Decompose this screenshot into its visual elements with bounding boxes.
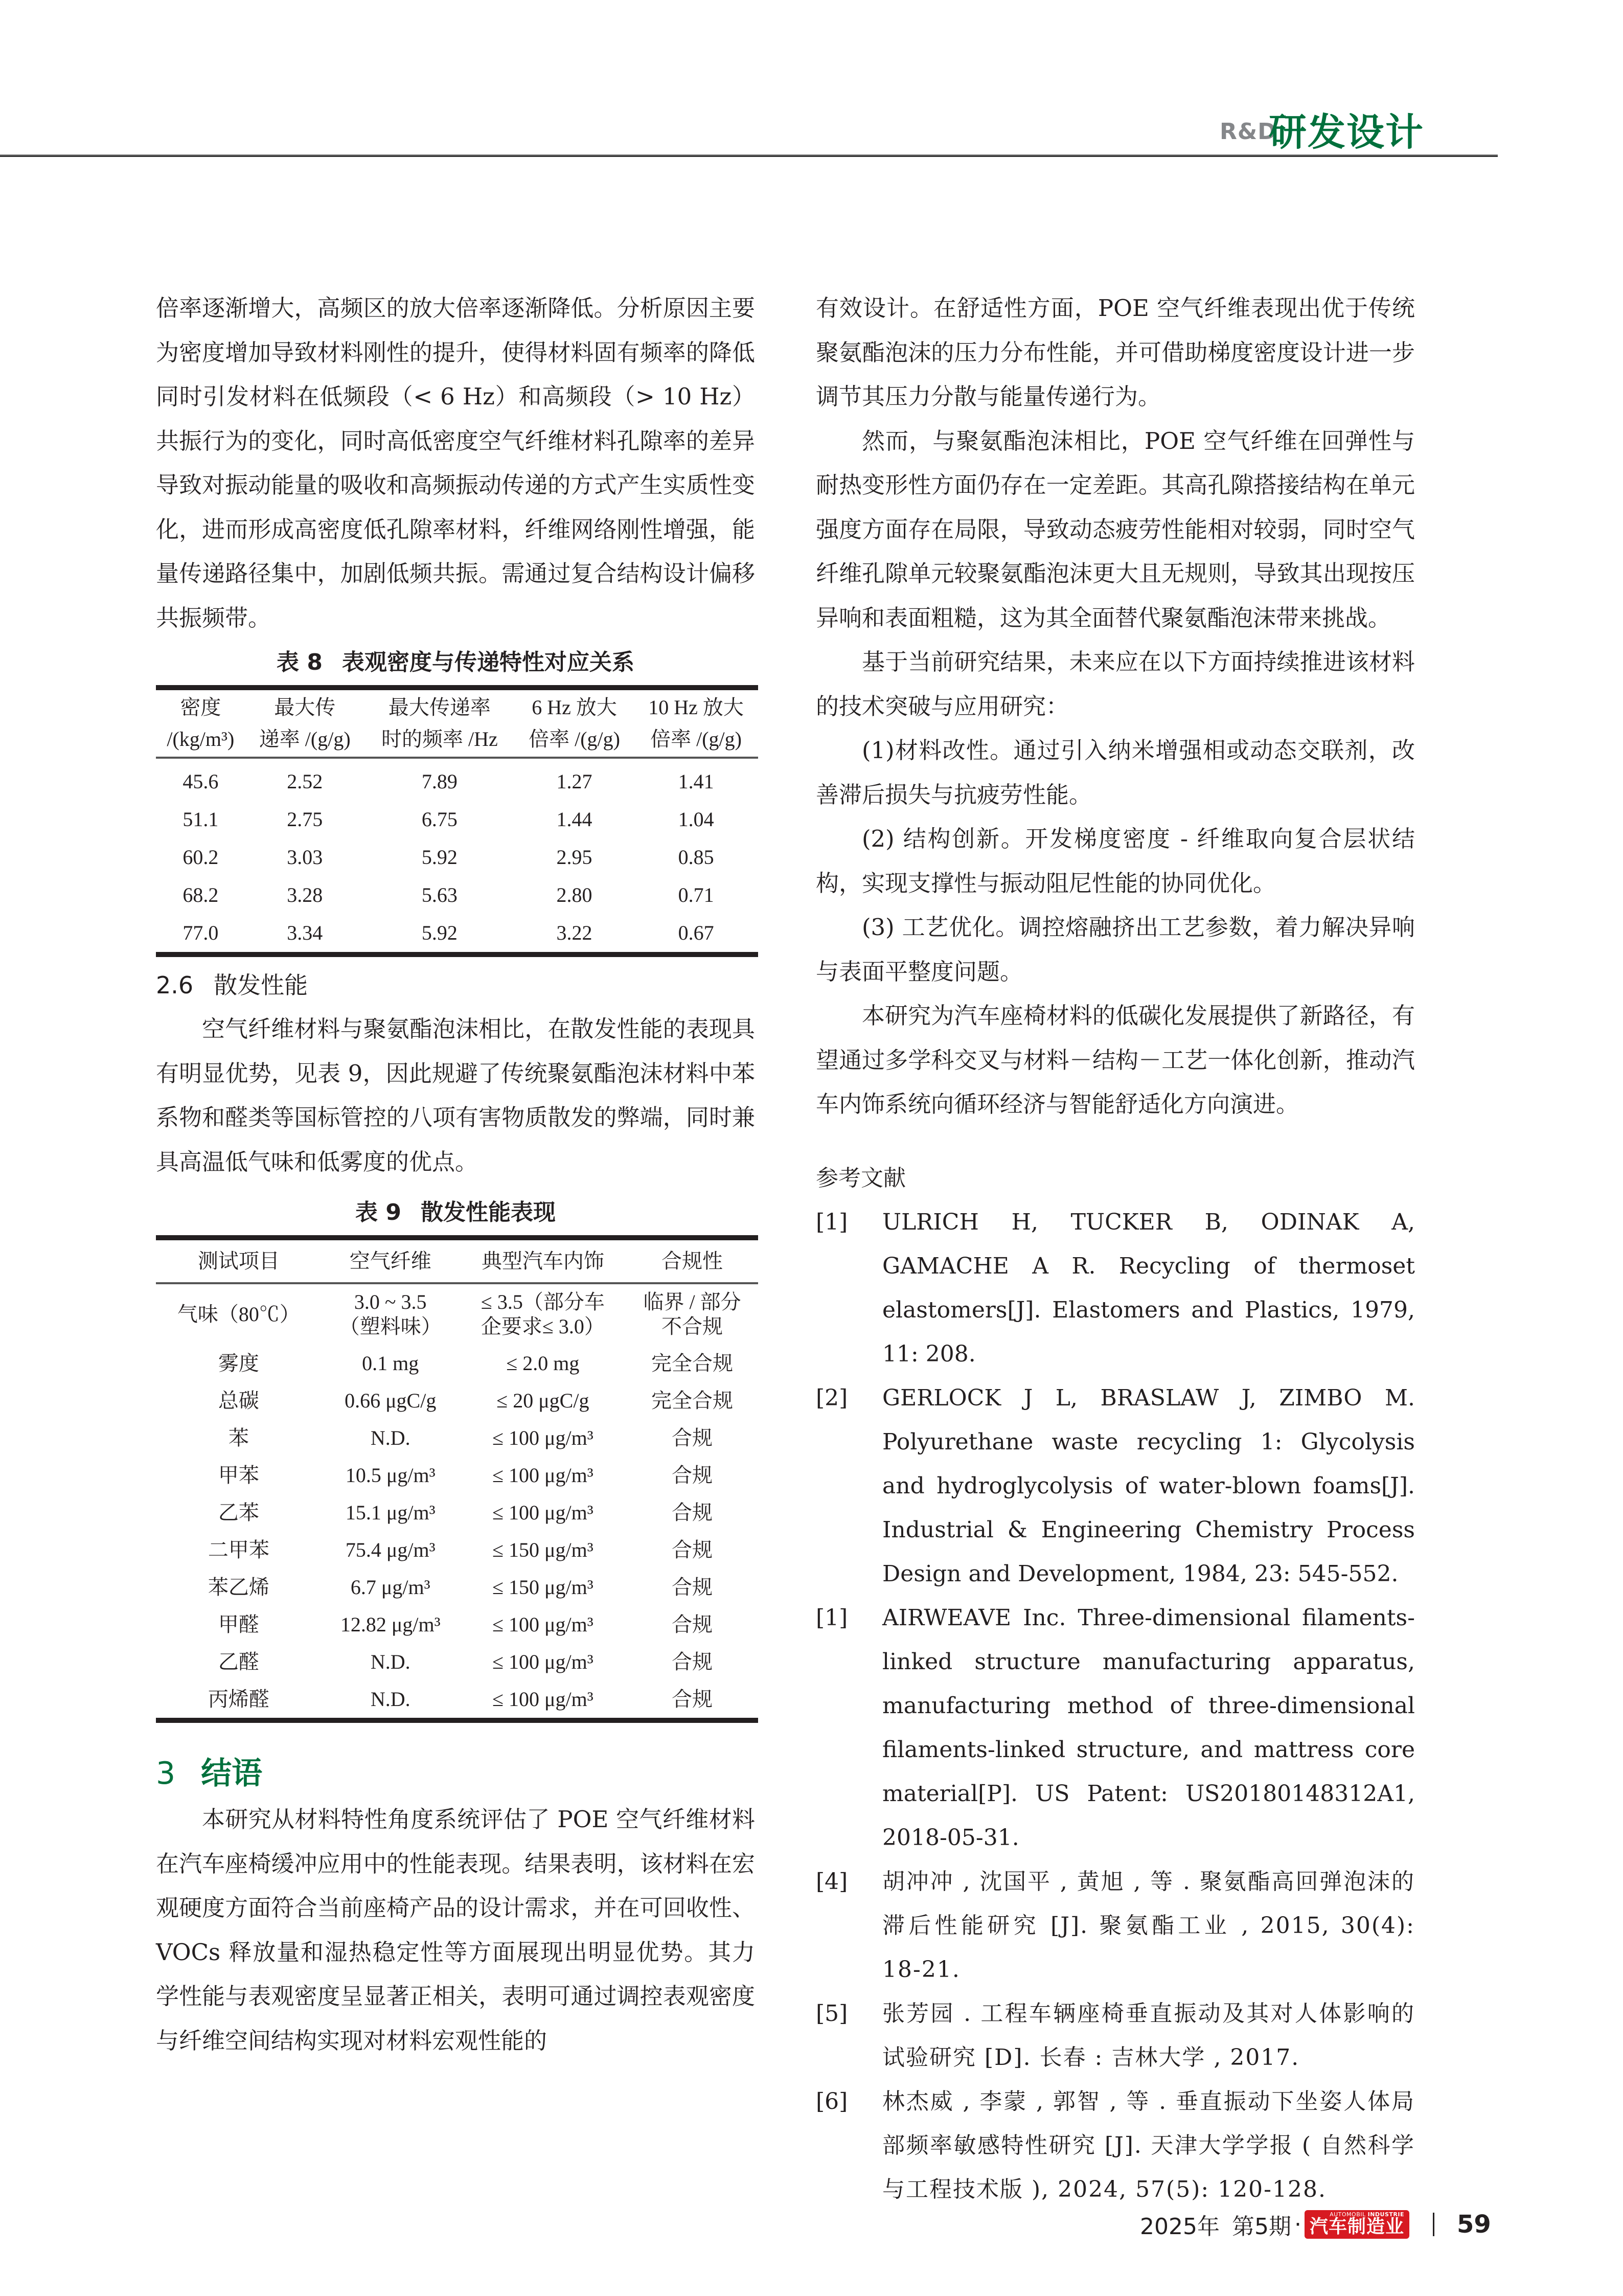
reference-text: ULRICH H, TUCKER B, ODINAK A, GAMACHE A R. Recycling of thermoset elastomers[J]. Elastomers and Plastics, 1979, 11: 208. bbox=[882, 1209, 1415, 1367]
footer-issue: 第5期 bbox=[1231, 2214, 1291, 2240]
table9-cell: ≤ 100 μg/m³ bbox=[492, 1650, 593, 1673]
table8-col-density: 密度 /(kg/m³) bbox=[156, 688, 245, 758]
table9-cell: N.D. bbox=[370, 1426, 410, 1449]
table9-cell: 丙烯醛 bbox=[156, 1680, 322, 1720]
table9-col-compliance: 合规性 bbox=[626, 1238, 758, 1283]
table8-cell: 1.41 bbox=[678, 770, 714, 793]
body-paragraph: 基于当前研究结果，未来应在以下方面持续推进该材料的技术突破与应用研究： bbox=[816, 648, 1415, 720]
table8-cell: 0.71 bbox=[678, 883, 714, 906]
section-2-6-heading: 2.6 散发性能 bbox=[156, 971, 308, 999]
table9-cell: 合规 bbox=[626, 1680, 758, 1720]
table9-cell: ≤ 100 μg/m³ bbox=[492, 1612, 593, 1636]
footer-separator: · bbox=[1294, 2211, 1301, 2238]
table8-header-row bbox=[156, 688, 758, 758]
table8-cell: 3.34 bbox=[245, 914, 364, 954]
table8-cell: 1.04 bbox=[678, 808, 714, 831]
reference-text: 胡冲冲 , 沈国平 , 黄旭 , 等 . 聚氨酯高回弹泡沫的滞后性能研究 [J]. 聚氨酯工业 , 2015, 30(4): 18-21. bbox=[882, 1868, 1415, 1983]
reference-number: [4] bbox=[816, 1868, 848, 1895]
table8-cell: 3.03 bbox=[287, 846, 323, 869]
references-title: 参考文献 bbox=[816, 1165, 906, 1191]
magazine-logo bbox=[1305, 2210, 1409, 2239]
reference-number: [1] bbox=[816, 1209, 848, 1235]
table9-cell: ≤ 100 μg/m³ bbox=[492, 1501, 593, 1524]
reference-text: 林杰威 , 李蒙 , 郭智 , 等 . 垂直振动下坐姿人体局部频率敏感特性研究 [J]. 天津大学学报 ( 自然科学与工程技术版 ), 2024, 57(5): 120-128. bbox=[882, 2088, 1415, 2202]
left-column bbox=[156, 286, 755, 2063]
reference-number: [6] bbox=[816, 2088, 848, 2115]
section-code: R&D bbox=[1220, 119, 1277, 145]
table8-cell: 5.63 bbox=[421, 883, 458, 906]
table9-cell: 0.1 mg bbox=[362, 1351, 419, 1375]
table9-row bbox=[156, 1419, 758, 1457]
table9-cell: 6.7 μg/m³ bbox=[350, 1575, 430, 1599]
body-paragraph: 本研究为汽车座椅材料的低碳化发展提供了新路径，有望通过多学科交叉与材料－结构－工艺一体化创新，推动汽车内饰系统向循环经济与智能舒适化方向演进。 bbox=[816, 1002, 1415, 1118]
table9-row bbox=[156, 1345, 758, 1382]
table8-cell: 68.2 bbox=[182, 883, 219, 906]
table8-col-max-transmissibility: 最大传 递率 /(g/g) bbox=[245, 688, 364, 758]
table8-row bbox=[156, 876, 758, 914]
references-list bbox=[816, 1200, 1415, 2212]
table9-col-air-fiber: 空气纤维 bbox=[322, 1238, 460, 1283]
table9-cell: 临界 / 部分 不合规 bbox=[643, 1290, 741, 1338]
table9-body bbox=[156, 1283, 758, 1720]
page-number: 59 bbox=[1457, 2210, 1491, 2239]
table8-cell: 5.92 bbox=[421, 846, 458, 869]
table9-cell: 合规 bbox=[672, 1463, 713, 1487]
table9-cell: 合规 bbox=[672, 1501, 713, 1524]
table8-cell: 77.0 bbox=[156, 914, 245, 954]
table8-cell: 1.27 bbox=[556, 770, 592, 793]
table8-cell: 1.44 bbox=[556, 808, 592, 831]
reference-item bbox=[816, 1376, 1415, 1596]
right-column bbox=[816, 286, 1415, 2212]
table8-cell: 6.75 bbox=[421, 808, 458, 831]
magazine-logo-en: AUTOMOBIL INDUSTRIE bbox=[1330, 2211, 1404, 2218]
table8-cell: 2.52 bbox=[287, 770, 323, 793]
table9-caption bbox=[156, 1201, 755, 1224]
body-paragraph: 有效设计。在舒适性方面，POE 空气纤维表现出优于传统聚氨酯泡沫的压力分布性能，并可借助梯度密度设计进一步调节其压力分散与能量传递行为。 bbox=[816, 294, 1415, 410]
table9-row bbox=[156, 1643, 758, 1680]
section-3-paragraph: 本研究从材料特性角度系统评估了 POE 空气纤维材料在汽车座椅缓冲应用中的性能表现。结果表明，该材料在宏观硬度方面符合当前座椅产品的设计需求，并在可回收性、VOCs 释放量和湿热稳定性等方面展现出明显优势。其力学性能与表观密度呈显著正相关，表明可通过调控表观密度与纤维空间结构实现对材料宏观性能的 bbox=[156, 1806, 755, 2054]
header-divider bbox=[0, 154, 1498, 157]
table9-col-typical: 典型汽车内饰 bbox=[460, 1238, 626, 1283]
table9-cell: ≤ 100 μg/m³ bbox=[492, 1426, 593, 1449]
reference-number: [1] bbox=[816, 1604, 848, 1631]
table9-cell: ≤ 150 μg/m³ bbox=[492, 1575, 593, 1599]
section-3-heading: 3 结语 bbox=[156, 1756, 263, 1791]
reference-item bbox=[816, 1860, 1415, 1992]
table9-row bbox=[156, 1606, 758, 1643]
table9-cell: 合规 bbox=[672, 1612, 713, 1636]
footer-divider bbox=[1433, 2213, 1434, 2236]
table9-header-row bbox=[156, 1238, 758, 1283]
table9-row bbox=[156, 1457, 758, 1494]
reference-item bbox=[816, 1992, 1415, 2080]
body-paragraph: (2) 结构创新。开发梯度密度 - 纤维取向复合层状结构，实现支撑性与振动阻尼性能的协同优化。 bbox=[816, 825, 1415, 897]
table9-cell: 0.66 μgC/g bbox=[345, 1389, 437, 1412]
table9-cell: 苯乙烯 bbox=[208, 1575, 269, 1599]
magazine-logo-zh: 汽车制造业 bbox=[1309, 2216, 1404, 2237]
table8-caption bbox=[156, 651, 755, 674]
table8 bbox=[156, 685, 758, 957]
table9-cell: 雾度 bbox=[218, 1351, 259, 1375]
table9-row bbox=[156, 1531, 758, 1568]
table8-cell: 3.22 bbox=[515, 914, 634, 954]
reference-item bbox=[816, 1200, 1415, 1376]
table9-cell: 完全合规 bbox=[651, 1389, 734, 1412]
table9 bbox=[156, 1235, 758, 1723]
table9-number: 表 9 bbox=[355, 1199, 401, 1225]
table9-cell: 合规 bbox=[672, 1538, 713, 1561]
reference-text: 张芳园 . 工程车辆座椅垂直振动及其对人体影响的试验研究 [D]. 长春 : 吉林大学 , 2017. bbox=[882, 2000, 1415, 2071]
table9-cell: 10.5 μg/m³ bbox=[345, 1463, 436, 1487]
table9-col-item: 测试项目 bbox=[156, 1238, 322, 1283]
table9-cell: 总碳 bbox=[218, 1389, 259, 1412]
table8-col-6hz-gain: 6 Hz 放大 倍率 /(g/g) bbox=[515, 688, 634, 758]
table8-cell: 2.80 bbox=[556, 883, 592, 906]
table9-cell: 乙醛 bbox=[218, 1650, 259, 1673]
table8-row bbox=[156, 914, 758, 954]
table9-row bbox=[156, 1680, 758, 1720]
table9-cell: 15.1 μg/m³ bbox=[345, 1501, 436, 1524]
table8-col-peak-frequency: 最大传递率 时的频率 /Hz bbox=[364, 688, 515, 758]
table8-cell: 51.1 bbox=[182, 808, 219, 831]
reference-number: [5] bbox=[816, 2000, 848, 2027]
table8-title: 表观密度与传递特性对应关系 bbox=[341, 649, 634, 675]
intro-paragraph: 倍率逐渐增大，高频区的放大倍率逐渐降低。分析原因主要为密度增加导致材料刚性的提升，使得材料固有频率的降低同时引发材料在低频段（< 6 Hz）和高频段（> 10 Hz）共振行为的变化，同时高低密度空气纤维材料孔隙率的差异导致对振动能量的吸收和高频振动传递的方式产生实质性变化，进而形成高密度低孔隙率材料，纤维网络刚性增强，能量传递路径集中，加剧低频共振。需通过复合结构设计偏移共振频带。 bbox=[156, 294, 755, 631]
table9-cell: N.D. bbox=[322, 1680, 460, 1720]
table8-row bbox=[156, 838, 758, 876]
table9-cell: 苯 bbox=[228, 1426, 249, 1449]
right-paragraphs bbox=[816, 286, 1415, 1127]
table9-cell: ≤ 3.5（部分车 企要求≤ 3.0） bbox=[481, 1290, 605, 1338]
table9-row bbox=[156, 1568, 758, 1606]
table8-cell: 45.6 bbox=[182, 770, 219, 793]
table9-title: 散发性能表现 bbox=[420, 1199, 556, 1225]
table9-cell: ≤ 20 μgC/g bbox=[496, 1389, 589, 1412]
table9-cell: ≤ 100 μg/m³ bbox=[460, 1680, 626, 1720]
table9-cell: 气味（80℃） bbox=[177, 1303, 300, 1326]
table9-cell: ≤ 100 μg/m³ bbox=[492, 1463, 593, 1487]
table9-row bbox=[156, 1382, 758, 1419]
table8-cell: 0.67 bbox=[634, 914, 758, 954]
table8-cell: 7.89 bbox=[421, 770, 458, 793]
table9-row bbox=[156, 1283, 758, 1345]
footer bbox=[1140, 2207, 1491, 2242]
table9-cell: 12.82 μg/m³ bbox=[340, 1612, 441, 1636]
reference-text: GERLOCK J L, BRASLAW J, ZIMBO M. Polyurethane waste recycling 1: Glycolysis and hydroglycolysis of water-blown foams[J]. Industrial & Engineering Chemistry Process Design and Development, 1984, 23: 545-552. bbox=[882, 1384, 1415, 1587]
table9-row bbox=[156, 1494, 758, 1531]
table8-row bbox=[156, 801, 758, 838]
table9-cell: 合规 bbox=[672, 1650, 713, 1673]
table8-cell: 3.28 bbox=[287, 883, 323, 906]
table9-cell: 3.0 ~ 3.5 （塑料味） bbox=[339, 1290, 442, 1338]
table8-cell: 0.85 bbox=[678, 846, 714, 869]
table8-col-10hz-gain: 10 Hz 放大 倍率 /(g/g) bbox=[634, 688, 758, 758]
table8-cell: 5.92 bbox=[364, 914, 515, 954]
table9-cell: 合规 bbox=[672, 1426, 713, 1449]
table9-cell: 乙苯 bbox=[218, 1501, 259, 1524]
table9-cell: 75.4 μg/m³ bbox=[345, 1538, 436, 1561]
table9-cell: 完全合规 bbox=[651, 1351, 734, 1375]
body-paragraph: (1)材料改性。通过引入纳米增强相或动态交联剂，改善滞后损失与抗疲劳性能。 bbox=[816, 737, 1415, 808]
table9-cell: 甲醛 bbox=[218, 1612, 259, 1636]
table8-cell: 60.2 bbox=[182, 846, 219, 869]
footer-year: 2025年 bbox=[1140, 2214, 1220, 2240]
table8-cell: 2.95 bbox=[556, 846, 592, 869]
section-title: 研发设计 bbox=[1269, 110, 1424, 154]
body-paragraph: 然而，与聚氨酯泡沫相比，POE 空气纤维在回弹性与耐热变形性方面仍存在一定差距。其高孔隙搭接结构在单元强度方面存在局限，导致动态疲劳性能相对较弱，同时空气纤维孔隙单元较聚氨酯泡沫更大且无规则，导致其出现按压异响和表面粗糙，这为其全面替代聚氨酯泡沫带来挑战。 bbox=[816, 427, 1415, 631]
table9-cell: N.D. bbox=[370, 1650, 410, 1673]
table9-cell: 合规 bbox=[672, 1575, 713, 1599]
body-paragraph: (3) 工艺优化。调控熔融挤出工艺参数，着力解决异响与表面平整度问题。 bbox=[816, 914, 1415, 985]
table8-cell: 2.75 bbox=[287, 808, 323, 831]
table9-cell: ≤ 150 μg/m³ bbox=[492, 1538, 593, 1561]
table9-cell: 二甲苯 bbox=[208, 1538, 269, 1561]
reference-item bbox=[816, 1596, 1415, 1860]
table9-cell: 甲苯 bbox=[218, 1463, 259, 1487]
table8-body bbox=[156, 758, 758, 954]
table8-row bbox=[156, 758, 758, 801]
reference-item bbox=[816, 2080, 1415, 2212]
table9-cell: ≤ 2.0 mg bbox=[506, 1351, 580, 1375]
reference-number: [2] bbox=[816, 1384, 848, 1411]
reference-text: AIRWEAVE Inc. Three-dimensional filaments-linked structure manufacturing apparatus, manufacturing method of three-dimensional filaments-linked structure, and mattress core material[P]. US Patent: US20180148312A1, 2018-05-31. bbox=[882, 1604, 1415, 1851]
section-2-6-paragraph: 空气纤维材料与聚氨酯泡沫相比，在散发性能的表现具有明显优势，见表 9，因此规避了传统聚氨酯泡沫材料中苯系物和醛类等国标管控的八项有害物质散发的弊端，同时兼具高温低气味和低雾度的优点。 bbox=[156, 1015, 755, 1175]
table8-number: 表 8 bbox=[277, 649, 323, 675]
